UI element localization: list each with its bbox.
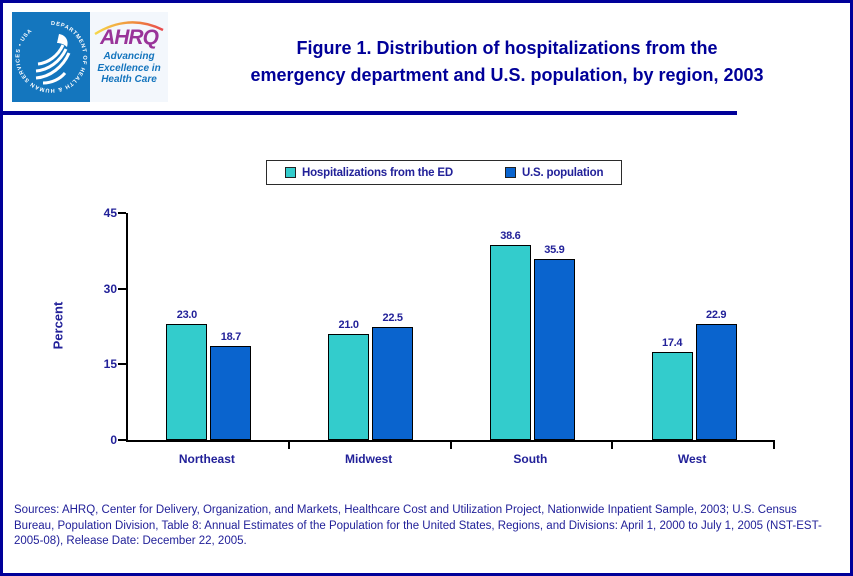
x-axis-tick	[288, 442, 290, 449]
y-tick-label-45: 45	[103, 206, 117, 220]
bar	[210, 346, 251, 440]
bar-wrap	[694, 309, 738, 440]
figure-title-line-1: Figure 1. Distribution of hospitalizations from the	[296, 38, 718, 58]
plot-area	[126, 213, 775, 442]
y-axis-tick	[118, 288, 126, 290]
bar-value-label: 22.9	[706, 309, 727, 322]
bar-group-west	[613, 213, 775, 440]
x-axis-tick	[611, 442, 613, 449]
bar	[696, 324, 737, 440]
ahrq-logo	[90, 12, 168, 102]
x-label-northeast: Northeast	[178, 452, 235, 466]
bar	[166, 324, 207, 440]
bar	[490, 245, 531, 440]
bar	[652, 352, 693, 440]
y-axis-tick	[118, 212, 126, 214]
bar-wrap	[650, 337, 694, 440]
y-tick-label-30: 30	[103, 281, 117, 296]
legend-item-ed	[285, 167, 453, 179]
agency-logo	[12, 12, 168, 102]
header-divider	[3, 111, 737, 115]
bar-group-midwest	[290, 213, 452, 440]
bar	[328, 334, 369, 440]
y-axis-tick	[118, 363, 126, 365]
bar-wrap	[165, 309, 209, 440]
x-label-south: South	[513, 452, 548, 466]
hhs-eagle-icon	[12, 12, 90, 102]
bar	[534, 259, 575, 440]
bar-wrap	[371, 312, 415, 441]
bar-value-label: 38.6	[500, 230, 521, 243]
y-tick-label-0: 0	[110, 433, 117, 447]
bar-value-label: 22.5	[382, 311, 403, 324]
sources-note: Sources: AHRQ, Center for Delivery, Organization, and Markets, Healthcare Cost and Utilization Project, Nationwide Inpatient Sample, 2003; U.S. Census Bureau, Population Division, Table 8: Annual Estimates of the Population for the United States, Regions, and Divisions: April 1, 2000 to July 1, 2005 (NST-EST-2005-08), Release Date: December 22, 2005.	[14, 504, 822, 547]
figure-title-line-2: emergency department and U.S. population, by region, 2003	[250, 65, 764, 85]
ahrq-acronym: AHRQ	[100, 26, 158, 49]
ahrq-tagline	[90, 51, 168, 86]
y-axis-title: Percent	[50, 301, 66, 350]
svg-text:DEPARTMENT OF HEALTH & HUMAN S: DEPARTMENT OF HEALTH & HUMAN SERVICES • USA	[15, 20, 88, 94]
bar-wrap	[532, 244, 576, 440]
bar-group-south	[452, 213, 614, 440]
bar-group-northeast	[128, 213, 290, 440]
tagline-line-2: Excellence in	[97, 62, 161, 74]
tagline-line-3: Health Care	[101, 74, 157, 85]
bar-value-label: 21.0	[338, 319, 359, 332]
bar-value-label: 17.4	[662, 337, 683, 350]
legend-label-ed: Hospitalizations from the ED	[302, 166, 453, 179]
legend-swatch-population	[505, 167, 516, 178]
bar-wrap	[488, 230, 532, 440]
x-axis-tick	[450, 442, 452, 449]
bar-wrap	[327, 319, 371, 440]
x-label-midwest: Midwest	[344, 452, 393, 466]
chart-legend	[266, 160, 622, 185]
bar-value-label: 35.9	[544, 243, 565, 256]
y-axis-tick	[118, 439, 126, 441]
legend-label-population: U.S. population	[521, 166, 604, 179]
y-axis-tick-labels	[89, 206, 117, 447]
x-axis-tick	[773, 442, 775, 449]
figure-title	[168, 35, 846, 89]
legend-swatch-ed	[285, 167, 296, 178]
tagline-line-1: Advancing	[103, 51, 155, 62]
bar-value-label: 23.0	[176, 308, 197, 321]
y-tick-label-15: 15	[103, 357, 117, 372]
x-axis-category-labels	[126, 452, 773, 470]
bar	[372, 327, 413, 441]
bar-value-label: 18.7	[220, 330, 241, 343]
legend-item-population	[505, 167, 603, 179]
x-label-west: West	[677, 452, 707, 466]
bar-wrap	[209, 331, 253, 440]
